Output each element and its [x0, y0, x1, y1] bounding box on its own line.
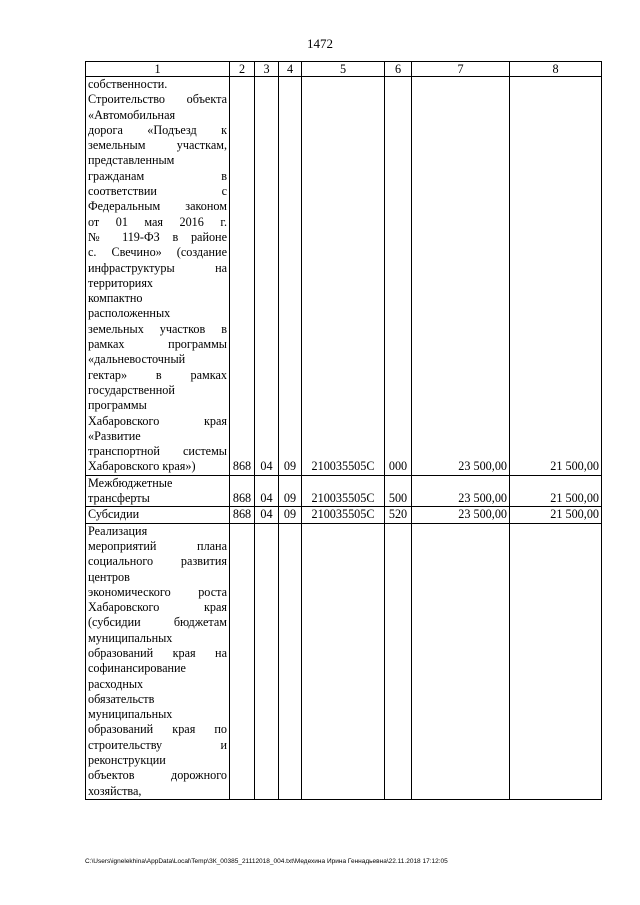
description-line: представленным	[88, 153, 175, 168]
description-line: Хабаровского края	[88, 413, 227, 428]
description-line: образований края на	[88, 645, 227, 660]
page-number: 1472	[307, 36, 333, 51]
section-cell: 04	[255, 507, 279, 523]
description-line: трансферты	[88, 491, 150, 506]
admin-code-cell	[230, 523, 255, 799]
description-line: софинансирование	[88, 661, 186, 676]
description-line: земельным участкам,	[88, 138, 227, 153]
expense-type-cell: 500	[385, 475, 412, 507]
description-line: центров	[88, 569, 130, 584]
section-cell: 04	[255, 77, 279, 476]
description-line: мероприятий плана	[88, 538, 227, 553]
amount-year1-cell: 23 500,00	[412, 77, 510, 476]
description-line: рамках программы	[88, 337, 227, 352]
description-line: Межбюджетные	[88, 475, 173, 490]
description-line: строительству и	[88, 737, 227, 752]
description-line: «Автомобильная	[88, 107, 176, 122]
description-cell	[86, 507, 230, 523]
description-line: образований края по	[88, 722, 227, 737]
description-line: собственности.	[88, 77, 168, 91]
description-line: Хабаровского края	[88, 600, 227, 615]
header-cell: 5	[302, 62, 385, 77]
description-line: Строительство объекта	[88, 92, 227, 107]
description-line: от 01 мая 2016 г.	[88, 214, 227, 229]
description-cell	[86, 475, 230, 507]
description-line: Субсидии	[88, 507, 140, 522]
section-cell	[255, 523, 279, 799]
subsection-cell: 09	[279, 77, 302, 476]
description-line: (субсидии бюджетам	[88, 615, 227, 630]
expense-type-cell: 520	[385, 507, 412, 523]
description-line: хозяйства,	[88, 783, 142, 798]
description-line: инфраструктуры на	[88, 260, 227, 275]
amount-year2-cell: 21 500,00	[510, 507, 602, 523]
header-cell: 3	[255, 62, 279, 77]
amount-year1-cell: 23 500,00	[412, 475, 510, 507]
amount-year2-cell	[510, 523, 602, 799]
subsection-cell: 09	[279, 507, 302, 523]
description-line: территориях	[88, 275, 154, 290]
description-line: муниципальных	[88, 630, 173, 645]
description-line: № 119-ФЗ в районе	[88, 229, 227, 244]
section-cell: 04	[255, 475, 279, 507]
admin-code-cell: 868	[230, 475, 255, 507]
file-path-footer: C:\Users\ignelekhina\AppData\Local\Temp\ЗК_00385_21112018_004.txt\Медехина Ирина Геннадьевна\22.11.2018 17:12:05	[85, 858, 448, 865]
description-line: соответствии с	[88, 184, 227, 199]
table-row	[86, 523, 602, 799]
description-line: расположенных	[88, 306, 171, 321]
description-cell	[86, 523, 230, 799]
admin-code-cell: 868	[230, 507, 255, 523]
description-line: Реализация	[88, 523, 148, 538]
table-row	[86, 77, 602, 476]
description-cell	[86, 77, 230, 476]
description-line: с. Свечино» (создание	[88, 245, 227, 260]
subsection-cell: 09	[279, 475, 302, 507]
amount-year2-cell: 21 500,00	[510, 77, 602, 476]
header-cell: 7	[412, 62, 510, 77]
target-item-cell	[302, 523, 385, 799]
amount-year1-cell	[412, 523, 510, 799]
description-line: гражданам в	[88, 168, 227, 183]
header-cell: 1	[86, 62, 230, 77]
description-line: компактно	[88, 291, 143, 306]
header-cell: 4	[279, 62, 302, 77]
description-line: Хабаровского края»)	[88, 459, 196, 474]
header-cell: 2	[230, 62, 255, 77]
description-line: социального развития	[88, 554, 227, 569]
description-line: дорога «Подъезд к	[88, 122, 227, 137]
budget-table	[85, 61, 602, 800]
description-line: реконструкции	[88, 753, 166, 768]
description-line: экономического роста	[88, 584, 227, 599]
description-line: гектар» в рамках	[88, 367, 227, 382]
description-line: государственной	[88, 382, 175, 397]
admin-code-cell: 868	[230, 77, 255, 476]
target-item-cell: 210035505С	[302, 507, 385, 523]
description-line: объектов дорожного	[88, 768, 227, 783]
description-line: земельных участков в	[88, 321, 227, 336]
table-row	[86, 507, 602, 523]
header-row	[86, 62, 602, 77]
header-cell: 6	[385, 62, 412, 77]
description-line: транспортной системы	[88, 444, 227, 459]
description-line: расходных	[88, 676, 144, 691]
amount-year2-cell: 21 500,00	[510, 475, 602, 507]
description-line: «дальневосточный	[88, 352, 186, 367]
expense-type-cell	[385, 523, 412, 799]
expense-type-cell: 000	[385, 77, 412, 476]
header-cell: 8	[510, 62, 602, 77]
table-row	[86, 475, 602, 507]
description-line: «Развитие	[88, 428, 141, 443]
target-item-cell: 210035505С	[302, 77, 385, 476]
subsection-cell	[279, 523, 302, 799]
description-line: обязательств	[88, 691, 155, 706]
description-line: Федеральным законом	[88, 199, 227, 214]
target-item-cell: 210035505С	[302, 475, 385, 507]
description-line: муниципальных	[88, 707, 173, 722]
description-line: программы	[88, 398, 147, 413]
amount-year1-cell: 23 500,00	[412, 507, 510, 523]
